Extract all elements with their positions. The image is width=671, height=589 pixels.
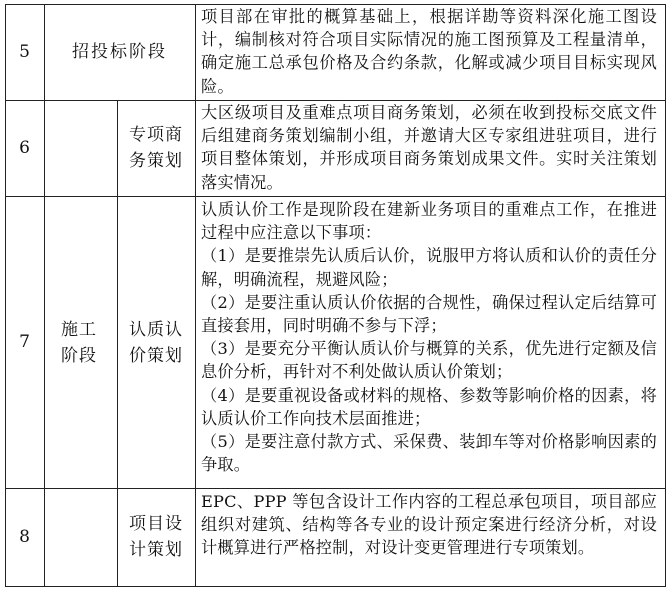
row-number: 6 <box>19 138 30 158</box>
stage-label: 招投标阶段 <box>72 42 167 62</box>
content-paragraph: 认质认价工作是现阶段在建新业务项目的重难点工作，在推进过程中应注意以下事项： <box>201 200 657 243</box>
content-paragraph: 大区级项目及重难点项目商务策划，必须在收到投标交底文件后组建商务策划编制小组，并邀请大区专家组进驻项目，进行项目整体策划，并形成项目商务策划成果文件。实时关注策划落实情况。 <box>201 103 657 192</box>
content-item: （5）是要注意付款方式、采保费、装卸车等对价格影响因素的争取。 <box>201 432 657 475</box>
content-paragraph: 项目部在审批的概算基础上，根据详勘等资料深化施工图设计，编制核对符合项目实际情况的施工图预算及工程量清单，确定施工总承包价格及合约条款，化解或减少项目目标实现风险。 <box>201 7 657 96</box>
row-content <box>195 490 665 560</box>
stage-label: 施工阶段 <box>61 320 97 366</box>
sub-stage-label: 专项商务策划 <box>129 125 183 171</box>
row-content <box>195 5 665 98</box>
table-border-bottom <box>5 586 665 587</box>
row-number: 7 <box>19 332 30 352</box>
content-item: （2）是要注重认质认价依据的合规性，确保过程认定后结算可直接套用，同时明确不参与下浮； <box>201 292 657 336</box>
row-content <box>195 101 665 194</box>
content-paragraph: EPC、PPP 等包含设计工作内容的工程总承包项目，项目部应组织对建筑、结构等各专业的设计预定案进行经济分析，对设计概算进行严格控制，对设计变更管理进行专项策划。 <box>201 492 657 558</box>
sub-stage-label: 项目设计策划 <box>129 514 183 560</box>
content-item: （1）是要推崇先认质后认价，说服甲方将认质和认价的责任分解，明确流程，规避风险； <box>201 246 657 289</box>
content-item: （4）是要重视设备或材料的规格、参数等影响价格的因素，将认质认价工作向技术层面推进； <box>201 385 657 428</box>
row-content <box>195 198 665 476</box>
content-item: （3）是要充分平衡认质认价与概算的关系，优先进行定额及信息价分析，再针对不利处做认质认价策划； <box>201 339 657 382</box>
row-number: 8 <box>19 527 30 547</box>
sub-stage-label: 认质认价策划 <box>129 320 183 366</box>
row-divider <box>5 488 665 489</box>
column-divider <box>117 100 118 587</box>
table-border-right <box>665 4 666 587</box>
row-divider <box>5 196 665 197</box>
row-number: 5 <box>19 42 30 62</box>
